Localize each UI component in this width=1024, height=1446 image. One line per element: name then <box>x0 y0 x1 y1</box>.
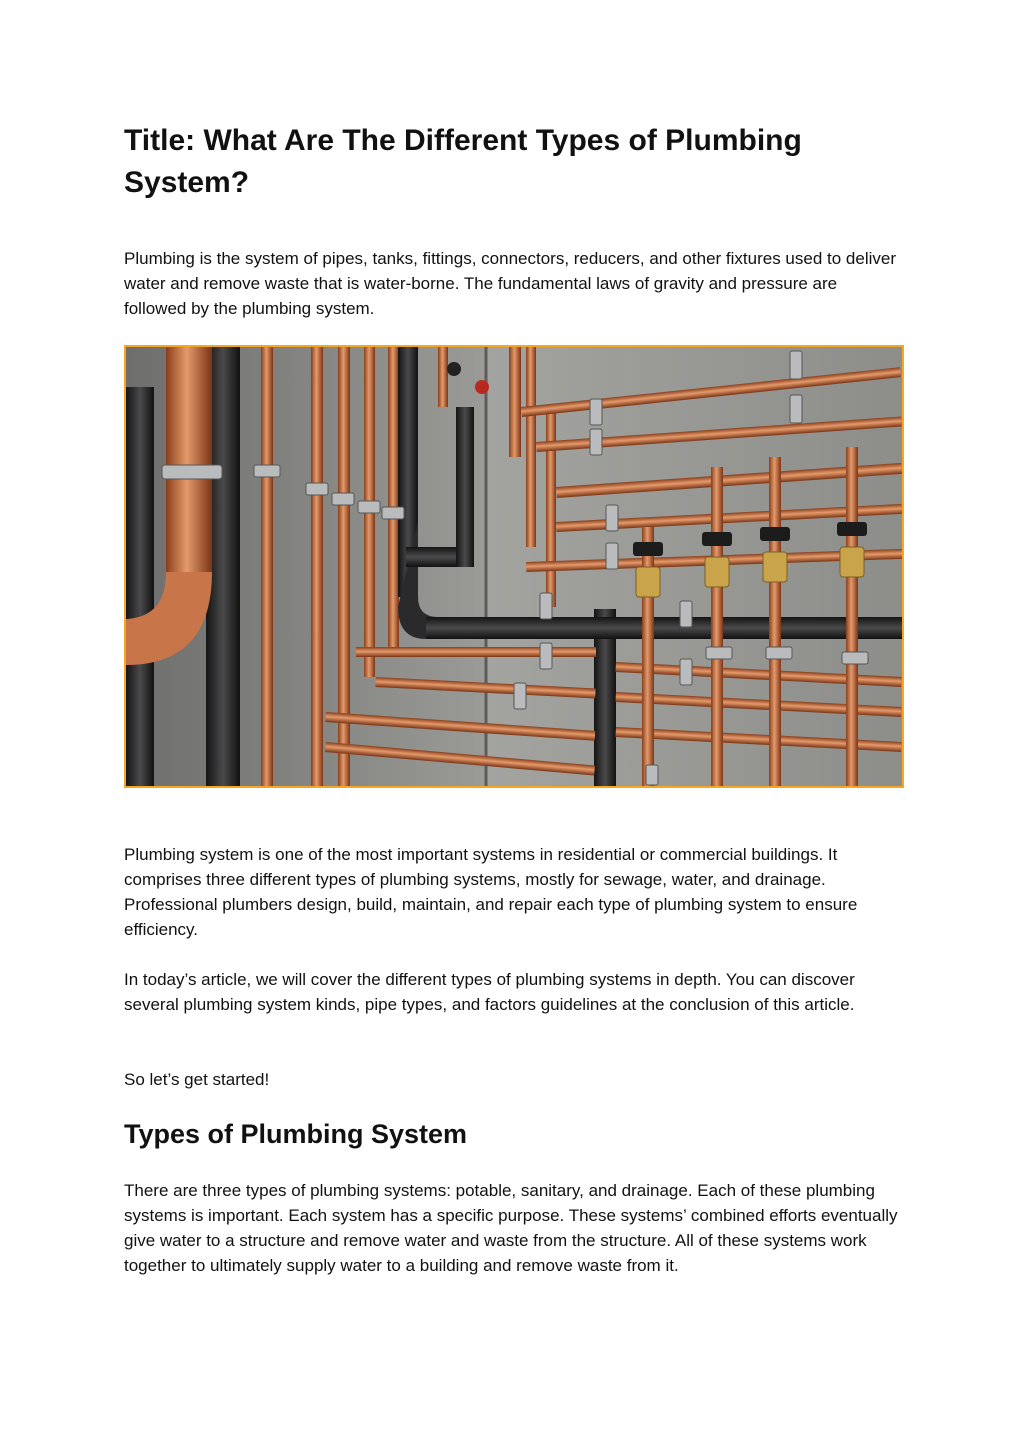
intro-paragraph: Plumbing is the system of pipes, tanks, fittings, connectors, reducers, and other fixtures used to deliver water and remove waste that is water-borne. The fundamental laws of gravity and pressure are followed by the plumbing system. <box>124 249 896 318</box>
body-paragraph-3: In today’s article, we will cover the different types of plumbing systems in depth. You can discover several plumbing system kinds, pipe types, and factors guidelines at the conclusion of this article. <box>124 970 855 1014</box>
document-title: Title: What Are The Different Types of Plumbing System? <box>124 124 802 199</box>
plumbing-pipes-photo <box>124 345 904 788</box>
body-paragraph-2: Plumbing system is one of the most important systems in residential or commercial buildings. It comprises three different types of plumbing systems, mostly for sewage, water, and drainage. Professional plumbers design, build, maintain, and repair each type of plumbing system to ensure efficiency. <box>124 845 858 939</box>
body-paragraph-4: So let’s get started! <box>124 1070 270 1089</box>
plumbing-pipes-illustration <box>126 347 902 786</box>
body-paragraph-5: There are three types of plumbing systems: potable, sanitary, and drainage. Each of these plumbing systems is important. Each system has a specific purpose. These systems’ combined efforts eventually give water to a structure and remove water and waste from the structure. All of these systems work together to ultimately supply water to a building and remove waste from it. <box>124 1181 898 1275</box>
section-heading: Types of Plumbing System <box>124 1119 468 1149</box>
